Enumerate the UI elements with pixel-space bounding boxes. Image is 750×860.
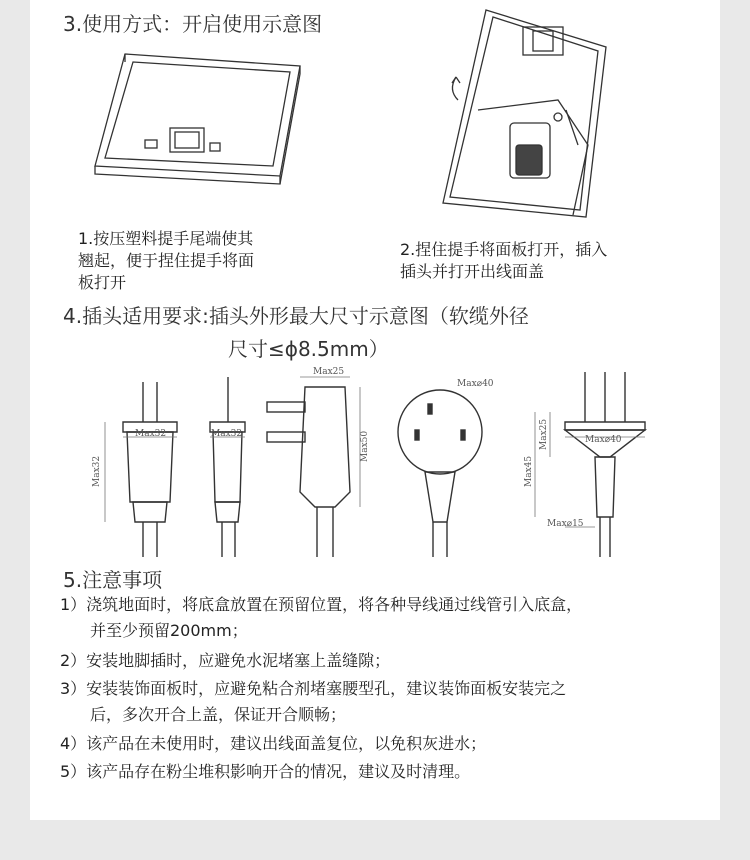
note-1-line1: 1）浇筑地面时，将底盒放置在预留位置，将各种导线通过线管引入底盒， xyxy=(60,595,583,614)
caption-step1-line3: 板打开 xyxy=(78,273,127,292)
caption-step2 xyxy=(400,239,607,283)
caption-step2-line2: 插头并打开出线面盖 xyxy=(400,262,545,281)
note-1 xyxy=(60,592,582,644)
note-3 xyxy=(60,676,566,728)
section3-title: 3.使用方式：开启使用示意图 xyxy=(63,12,323,36)
dim-label: Max25 xyxy=(313,367,345,377)
caption-step1-line2: 翘起，便于捏住提手将面 xyxy=(78,251,255,270)
section4-title-line2: 尺寸≤ϕ8.5mm） xyxy=(228,337,389,361)
dim-label: Max25 xyxy=(539,418,549,450)
note-1-line2: 并至少预留200mm； xyxy=(90,621,248,640)
dim-label: Max⌀40 xyxy=(457,379,494,389)
dim-label: Max32 xyxy=(135,429,167,439)
note-4: 4）该产品在未使用时，建议出线面盖复位，以免积灰进水； xyxy=(60,734,487,753)
note-3-line1: 3）安装装饰面板时，应避免粘合剂堵塞腰型孔，建议装饰面板安装完之 xyxy=(60,679,567,698)
dim-label: Max⌀40 xyxy=(585,435,622,445)
dim-label: Max50 xyxy=(360,430,370,462)
caption-step2-line1: 2.捏住提手将面板打开，插入 xyxy=(400,240,608,259)
open-box-illustration xyxy=(438,5,623,225)
plug-dimension-diagram xyxy=(92,362,675,562)
dim-label: Max32 xyxy=(211,429,243,439)
dim-label: Max32 xyxy=(92,455,102,487)
dim-label: Max45 xyxy=(524,455,534,487)
note-5: 5）该产品存在粉尘堆积影响开合的情况，建议及时清理。 xyxy=(60,762,471,781)
closed-box-illustration xyxy=(85,48,325,188)
caption-step1 xyxy=(78,228,254,294)
section5-title: 5.注意事项 xyxy=(63,568,163,592)
note-3-line2: 后，多次开合上盖，保证开合顺畅； xyxy=(90,705,347,724)
note-2: 2）安装地脚插时，应避免水泥堵塞上盖缝隙； xyxy=(60,651,391,670)
section4-title-line1: 4.插头适用要求:插头外形最大尺寸示意图（软缆外径 xyxy=(63,304,529,328)
dim-label: Max⌀15 xyxy=(547,519,584,529)
caption-step1-line1: 1.按压塑料提手尾端使其 xyxy=(78,229,254,248)
